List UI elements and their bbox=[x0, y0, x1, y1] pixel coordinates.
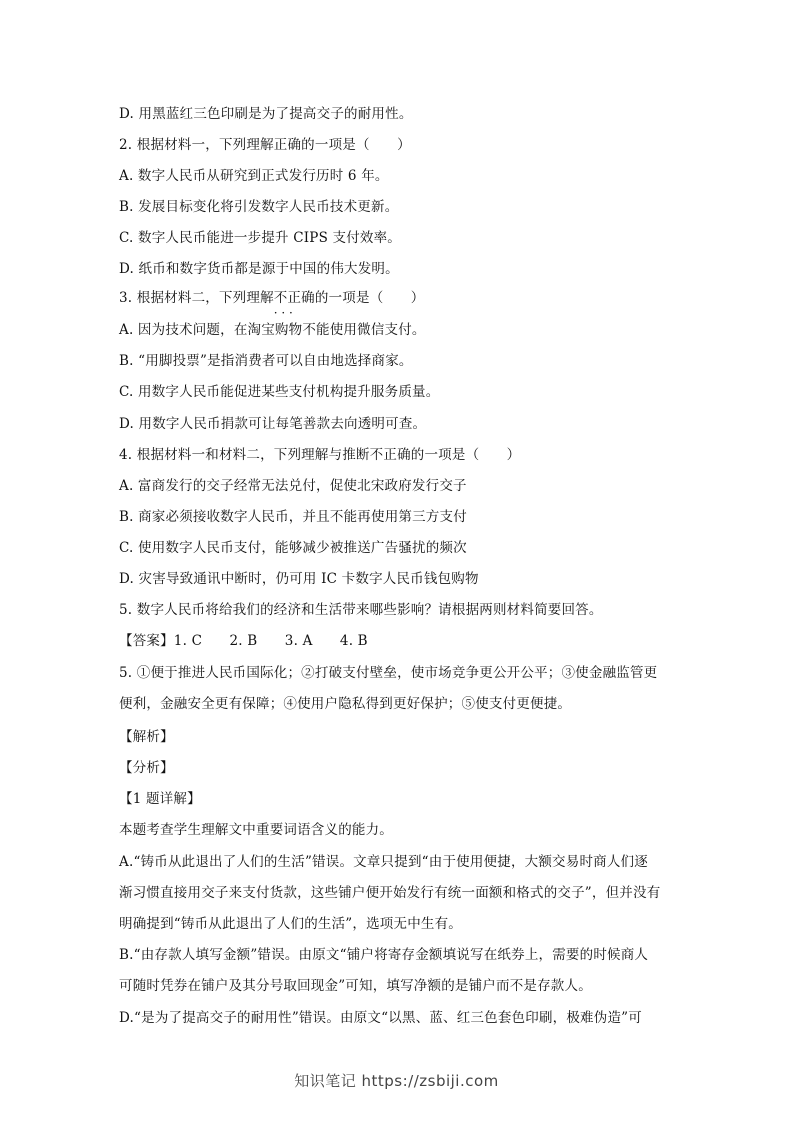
question-3-post: 的一项是（ ） bbox=[314, 290, 425, 306]
explanation-intro: 本题考查学生理解文中重要词语含义的能力。 bbox=[119, 822, 393, 838]
question-2: 2. 根据材料一，下列理解正确的一项是（ ） bbox=[119, 137, 411, 153]
q4-option-a: A. 富商发行的交子经常无法兑付，促使北宋政府发行交子 bbox=[119, 478, 467, 494]
option-d-line: D. 用黑蓝红三色印刷是为了提高交子的耐用性。 bbox=[119, 106, 413, 122]
q2-option-b: B. 发展目标变化将引发数字人民币技术更新。 bbox=[119, 199, 399, 215]
q1-detail-heading: 【1 题详解】 bbox=[119, 791, 201, 807]
q4-option-d: D. 灾害导致通讯中断时，仍可用 IC 卡数字人民币钱包购物 bbox=[119, 571, 479, 587]
explanation-a-line-2: 渐习惯直接用交子来支付货款，这些铺户便开始发行有统一面额和格式的交子”，但并没有 bbox=[119, 885, 661, 901]
q4-option-c: C. 使用数字人民币支付，能够减少被推送广告骚扰的频次 bbox=[119, 540, 467, 556]
explanation-a-line-1: A.“铸币从此退出了人们的生活”错误。文章只提到“由于使用便捷，大额交易时商人们逐 bbox=[119, 854, 648, 870]
explanation-a-line-3: 明确提到“铸币从此退出了人们的生活”，选项无中生有。 bbox=[119, 916, 463, 932]
q2-option-c: C. 数字人民币能进一步提升 CIPS 支付效率。 bbox=[119, 230, 402, 246]
q2-option-d: D. 纸币和数字货币都是源于中国的伟大发明。 bbox=[119, 261, 399, 277]
q2-option-a: A. 数字人民币从研究到正式发行历时 6 年。 bbox=[119, 168, 389, 184]
question-4: 4. 根据材料一和材料二，下列理解与推断不正确的一项是（ ） bbox=[119, 447, 521, 463]
emphasis-dotted-text: 不正确 · · · bbox=[274, 290, 315, 306]
analysis-heading: 【解析】 bbox=[119, 729, 174, 745]
answer-5-line-1: 5. ①便于推进人民币国际化；②打破支付壁垒，使市场竞争更公开公平；③使金融监管更 bbox=[119, 665, 658, 681]
q3-option-a: A. 因为技术问题，在淘宝购物不能使用微信支付。 bbox=[119, 322, 426, 338]
fenxi-heading: 【分析】 bbox=[119, 760, 174, 776]
question-3-pre: 3. 根据材料二，下列理解 bbox=[119, 290, 274, 306]
question-3 bbox=[119, 288, 679, 308]
q3-option-d: D. 用数字人民币捐款可让每笔善款去向透明可查。 bbox=[119, 416, 427, 432]
q4-option-b: B. 商家必须接收数字人民币，并且不能再使用第三方支付 bbox=[119, 509, 467, 525]
q3-option-b: B. “用脚投票”是指消费者可以自由地选择商家。 bbox=[119, 353, 413, 369]
explanation-b-line-1: B.“由存款人填写金额”错误。由原文“铺户将寄存金额填说写在纸券上，需要的时候商人 bbox=[119, 947, 649, 963]
answer-5-line-2: 便利，金融安全更有保障；④使用户隐私得到更好保护；⑤使支付更便捷。 bbox=[119, 696, 572, 712]
q3-option-c: C. 用数字人民币能促进某些支付机构提升服务质量。 bbox=[119, 384, 440, 400]
explanation-d-line-1: D.“是为了提高交子的耐用性”错误。由原文“以黑、蓝、红三色套色印刷，极难伪造”可 bbox=[119, 1010, 642, 1026]
answer-key: 【答案】1. C 2. B 3. A 4. B bbox=[119, 633, 368, 649]
footer-watermark: 知识笔记 https://zsbiji.com bbox=[294, 1072, 499, 1090]
question-5: 5. 数字人民币将给我们的经济和生活带来哪些影响？请根据两则材料简要回答。 bbox=[119, 602, 603, 618]
explanation-b-line-2: 可随时凭券在铺户及其分号取回现金”可知，填写净额的是铺户而不是存款人。 bbox=[119, 978, 592, 994]
